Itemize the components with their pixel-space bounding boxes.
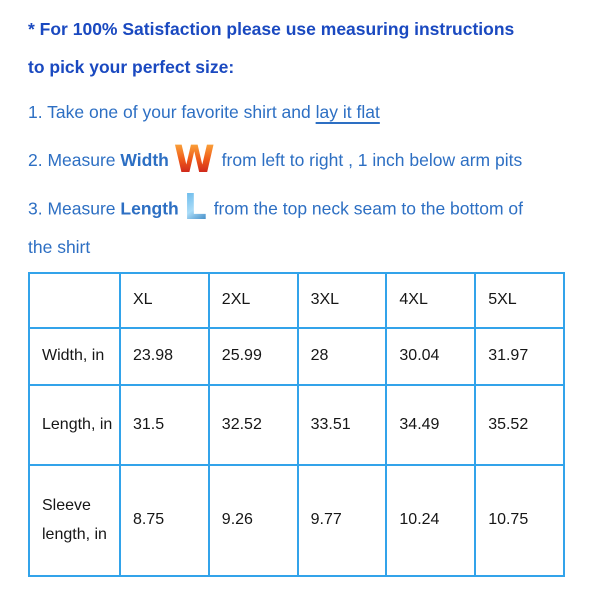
measurement-row <box>29 465 564 576</box>
size-value-cell: 8.75 <box>120 465 209 576</box>
size-chart-body <box>29 273 564 576</box>
size-value-cell: 33.51 <box>298 385 387 465</box>
size-column-header: 2XL <box>209 273 298 328</box>
size-value-cell: 25.99 <box>209 328 298 385</box>
size-value-cell: 9.26 <box>209 465 298 576</box>
instruction-text: from left to right , 1 inch below arm pits <box>221 150 523 170</box>
instruction-text: from the top neck seam to the bottom of <box>213 198 524 219</box>
size-value-cell: 35.52 <box>475 385 564 465</box>
size-chart-table <box>28 272 565 577</box>
size-value-cell: 10.24 <box>386 465 475 576</box>
size-value-cell: 9.77 <box>298 465 387 576</box>
emphasis-text: Width <box>120 150 169 170</box>
size-value-cell: 28 <box>298 328 387 385</box>
size-value-cell: 31.97 <box>475 328 564 385</box>
size-value-cell: 10.75 <box>475 465 564 576</box>
size-column-header: XL <box>120 273 209 328</box>
width-w-icon: W <box>173 137 215 181</box>
instruction-text: 1. Take one of your favorite shirt and <box>28 102 316 122</box>
size-value-cell: 32.52 <box>209 385 298 465</box>
satisfaction-heading-line-2: to pick your perfect size: <box>28 57 235 77</box>
instruction-3 <box>28 187 584 264</box>
size-value-cell: 34.49 <box>386 385 475 465</box>
instruction-text: 2. Measure <box>28 150 121 170</box>
size-value-cell: 31.5 <box>120 385 209 465</box>
instruction-1 <box>28 100 584 124</box>
length-l-icon: L <box>183 187 207 228</box>
size-value-cell: 30.04 <box>386 328 475 385</box>
size-column-header: 4XL <box>386 273 475 328</box>
emphasis-text: Length <box>120 198 179 219</box>
size-column-header: 5XL <box>475 273 564 328</box>
instruction-text: the shirt <box>28 237 91 257</box>
satisfaction-heading <box>28 10 580 86</box>
satisfaction-heading-line-1: * For 100% Satisfaction please use measuring instructions <box>28 19 515 39</box>
size-column-header <box>29 273 120 328</box>
size-value-cell: 23.98 <box>120 328 209 385</box>
size-column-header: 3XL <box>298 273 387 328</box>
measurement-row-label: Width, in <box>29 328 120 385</box>
size-header-row <box>29 273 564 328</box>
measurement-row <box>29 385 564 465</box>
measurement-row <box>29 328 564 385</box>
measurement-row-label: Length, in <box>29 385 120 465</box>
instruction-text: 3. Measure <box>28 198 121 219</box>
underlined-text: lay it flat <box>315 102 380 122</box>
instruction-2 <box>28 137 584 182</box>
measurement-row-label: Sleeve length, in <box>29 465 120 576</box>
